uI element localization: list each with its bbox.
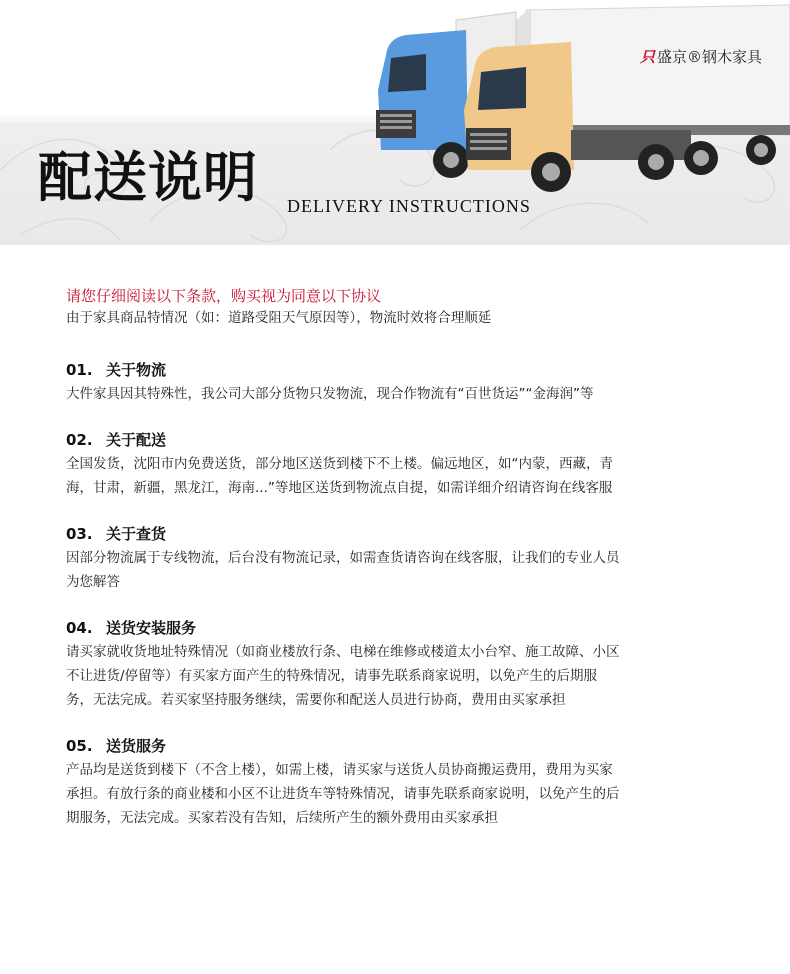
section-heading [66, 522, 746, 546]
section-heading [66, 616, 746, 640]
delivery-trucks-illustration [356, 0, 790, 200]
page-subtitle: DELIVERY INSTRUCTIONS [287, 196, 531, 216]
brand-logo-mark: 只 [640, 48, 656, 66]
section-heading [66, 358, 746, 382]
section-2 [66, 428, 746, 500]
section-body-line: 承担。有放行条的商业楼和小区不让进货车等特殊情况，请事先联系商家说明，以免产生的后 [66, 786, 620, 802]
header-banner [0, 0, 790, 245]
section-number: 04. [66, 619, 93, 637]
delay-notice: 由于家具商品特情况（如：道路受阻天气原因等），物流时效将合理顺延 [66, 310, 492, 326]
section-title: 关于配送 [106, 431, 167, 449]
section-1 [66, 358, 746, 406]
section-title: 送货安装服务 [106, 619, 197, 637]
section-body-line: 请买家就收货地址特殊情况（如商业楼放行条、电梯在维修或楼道太小台窄、施工故障、小区 [66, 644, 620, 660]
section-title: 关于查货 [106, 525, 167, 543]
sections-list [66, 358, 746, 830]
brand-logo [640, 46, 762, 67]
section-body-line: 因部分物流属于专线物流，后台没有物流记录，如需查货请咨询在线客服，让我们的专业人员 [66, 550, 620, 566]
section-title: 送货服务 [106, 737, 167, 755]
section-body-line: 为您解答 [66, 574, 120, 590]
page-title: 配送说明 [38, 145, 258, 209]
section-heading [66, 428, 746, 452]
section-number: 02. [66, 431, 93, 449]
brand-logo-name: 盛京®钢木家具 [657, 48, 763, 66]
section-4 [66, 616, 746, 712]
section-number: 01. [66, 361, 93, 379]
section-body-line: 大件家具因其特殊性，我公司大部分货物只发物流，现合作物流有“百世货运”“金海润”等 [66, 386, 594, 402]
section-body-line: 务，无法完成。若买家坚持服务继续，需要你和配送人员进行协商，费用由买家承担 [66, 692, 566, 708]
section-body-line: 产品均是送货到楼下（不含上楼），如需上楼，请买家与送货人员协商搬运费用，费用为买家 [66, 762, 613, 778]
section-body-line: 期服务，无法完成。买家若没有告知，后续所产生的额外费用由买家承担 [66, 810, 498, 826]
agreement-warning: 请您仔细阅读以下条款，购买视为同意以下协议 [66, 287, 382, 305]
section-number: 05. [66, 737, 93, 755]
section-number: 03. [66, 525, 93, 543]
section-title: 关于物流 [106, 361, 167, 379]
instructions-content [66, 286, 746, 830]
section-body-line: 全国发货，沈阳市内免费送货，部分地区送货到楼下不上楼。偏远地区，如“内蒙，西藏，青 [66, 456, 613, 472]
section-3 [66, 522, 746, 594]
section-heading [66, 734, 746, 758]
section-body-line: 海，甘肃，新疆，黑龙江，海南...”等地区送货到物流点自提，如需详细介绍请咨询在线客服 [66, 480, 613, 496]
section-body-line: 不让进货/停留等）有买家方面产生的特殊情况，请事先联系商家说明，以免产生的后期服 [66, 668, 598, 684]
section-5 [66, 734, 746, 830]
